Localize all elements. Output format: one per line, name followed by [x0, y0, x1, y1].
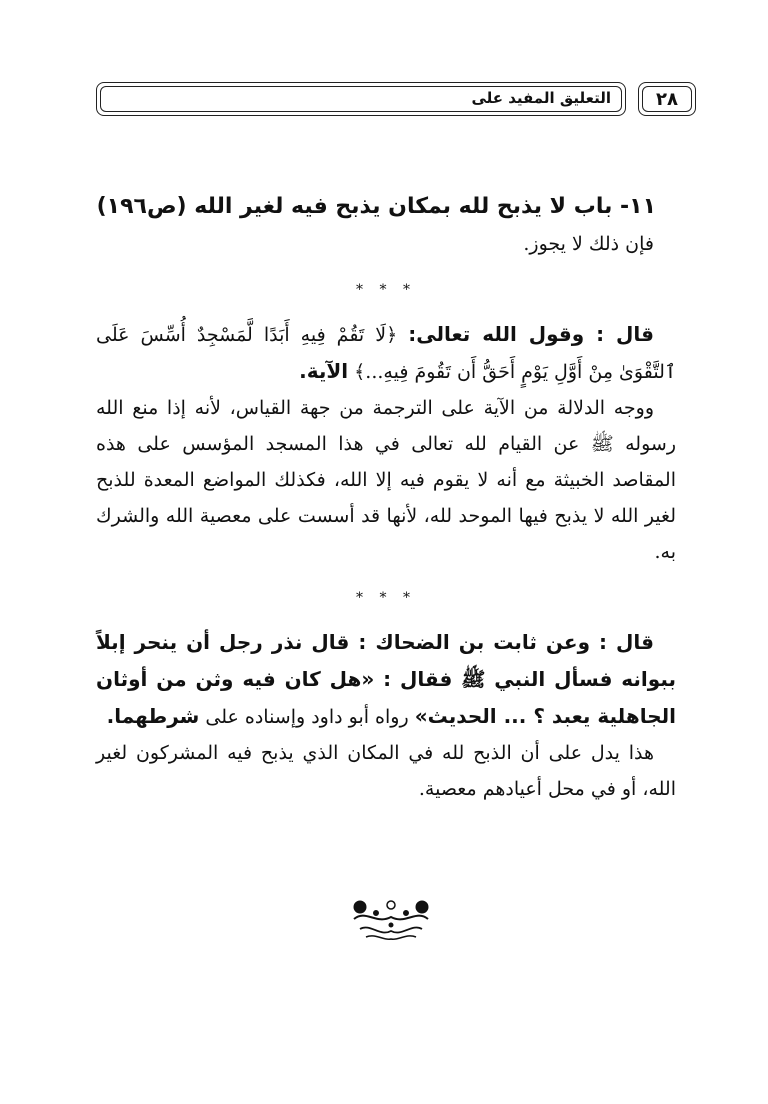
hadith-end: شرطهما.	[106, 704, 200, 728]
verse-label: قال : وقول الله تعالى:	[408, 322, 655, 346]
separator: * * *	[356, 590, 416, 606]
chapter-heading: ١١- باب لا يذبح لله بمكان يذبح فيه لغير الله (ص١٩٦)	[96, 194, 656, 219]
hadith-paragraph	[96, 624, 676, 735]
conclusion-paragraph: هذا يدل على أن الذبح لله في المكان الذي يذبح فيه المشركون لغير الله، أو في محل أعيادهم معصية.	[96, 742, 676, 800]
intro-line: فإن ذلك لا يجوز.	[523, 233, 654, 255]
separator: * * *	[356, 282, 416, 298]
verse-paragraph	[96, 316, 676, 390]
floral-ornament-icon	[346, 895, 436, 943]
explanation-paragraph: ووجه الدلالة من الآية على الترجمة من جهة القياس، لأنه إذا منع الله رسوله ﷺ عن القيام لله تعالى في هذا المسجد المؤسس على هذه المقاصد الخبيثة مع أنه لا يقوم فيه إلا الله، فكذلك المواضع المعدة للذبح لغير الله لا يذبح فيها الموحد لله، لأنها قد أسست على معصية الله والشرك به.	[96, 397, 676, 563]
page-body	[96, 188, 676, 807]
running-title: التعليق المفيد على	[471, 89, 611, 107]
hadith-text: قال : وعن ثابت بن الضحاك : قال نذر رجل أن ينحر إبلاً ببوانه فسأل النبي ﷺ فقال : «هل كان فيه وثن من أوثان الجاهلية يعبد ؟ ... الحديث»	[96, 630, 676, 728]
hadith-source: رواه أبو داود وإسناده على	[205, 706, 409, 728]
page-number-box	[638, 82, 696, 116]
verse-tail: الآية.	[299, 359, 349, 383]
running-title-box	[96, 82, 626, 116]
page-number: ٢٨	[656, 88, 678, 110]
page-header	[96, 82, 696, 122]
verse-text: ﴿لَا تَقُمْ فِيهِ أَبَدًا لَّمَسْجِدٌ أُسِّسَ عَلَى ٱلتَّقْوَىٰ مِنْ أَوَّلِ يَوْمٍ أَحَقُّ أَن تَقُومَ فِيهِ...﴾	[96, 324, 676, 383]
